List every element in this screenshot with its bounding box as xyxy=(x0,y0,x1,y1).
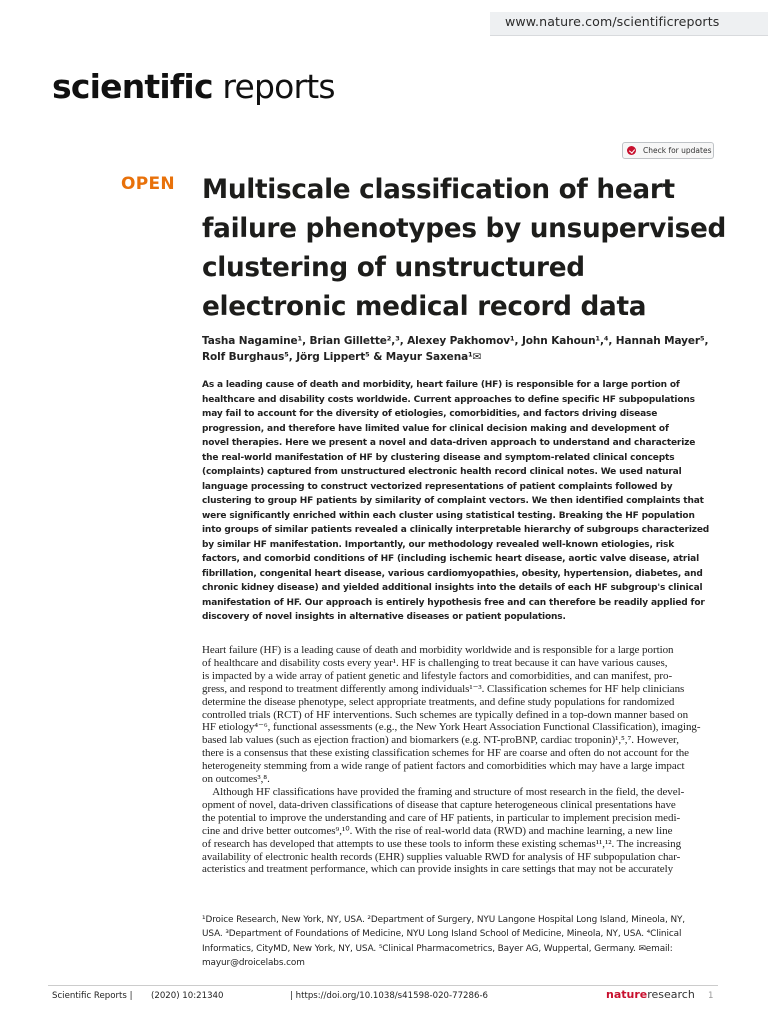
abstract-line: were significantly enriched within each cluster using statistical testing. Breaking the HF population xyxy=(202,510,695,521)
abstract-line: progression, and therefore have limited value for clinical decision making and development of xyxy=(202,423,669,434)
abstract-line: into groups of similar patients revealed a clinically interpretable hierarchy of subgroups characterized xyxy=(202,525,710,535)
abstract-line: (complaints) captured from unstructured electronic health record clinical notes. We used natural xyxy=(202,467,682,477)
logo-bold: scientific xyxy=(52,67,213,106)
body-line: is impacted by a wide array of patient genetic and lifestyle factors and comorbidities, and can manifest, pro- xyxy=(202,669,673,682)
publisher-logo xyxy=(606,988,695,1001)
body-line: determine the disease phenotype, select appropriate treatments, and define study populations for randomized xyxy=(202,695,675,708)
abstract-line: clustering to group HF patients by similarity of complaint vectors. We then identified complaints that xyxy=(202,496,704,506)
body-line: availability of electronic health records (EHR) supplies valuable RWD for analysis of HF subpopulation char- xyxy=(202,850,681,863)
body-line: cine and drive better outcomes⁹,¹⁰. With the rise of real-world data (RWD) and machine learning, a new line xyxy=(202,824,673,837)
check-updates-button[interactable] xyxy=(622,142,714,159)
check-updates-icon xyxy=(627,146,636,155)
footer-doi[interactable]: | https://doi.org/10.1038/s41598-020-77286-6 xyxy=(290,991,489,1001)
abstract-line: healthcare and disability costs worldwide. Current approaches to define specific HF subpopulations xyxy=(202,394,695,405)
check-updates-label: Check for updates xyxy=(643,146,712,155)
body-line: acteristics and treatment performance, which can provide insights in care settings that may not be accurately xyxy=(202,863,674,876)
publisher-bold: nature xyxy=(606,988,648,1001)
author-line: Tasha Nagamine¹, Brian Gillette²,³, Alexey Pakhomov¹, John Kahoun¹,⁴, Hannah Mayer⁵, xyxy=(202,335,709,347)
footer-divider xyxy=(48,985,718,986)
body-line: of healthcare and disability costs every year¹. HF is challenging to treat because it can have various causes, xyxy=(202,656,668,669)
body-line: heterogeneity stemming from a wide range of patient factors and comorbidities which may have a large impact xyxy=(202,760,685,773)
affiliations-footnote xyxy=(202,913,718,970)
abstract-line: by similar HF manifestation. Importantly, our methodology revealed well-known etiologies, risk xyxy=(202,539,675,550)
title-line: Multiscale classification of heart xyxy=(202,175,675,205)
body-line: on outcomes³,⁸. xyxy=(202,773,270,786)
journal-url[interactable]: www.nature.com/scientificreports xyxy=(505,14,720,29)
body-line: opment of novel, data-driven classifications of disease that capture heterogeneous clinical presentations have xyxy=(202,798,676,811)
title-line: electronic medical record data xyxy=(202,292,647,322)
author-line: Rolf Burghaus⁵, Jörg Lippert⁵ & Mayur Saxena¹✉ xyxy=(202,351,482,363)
abstract-line: may fail to account for the diversity of etiologies, comorbidities, and factors driving disease xyxy=(202,409,658,419)
footnote-line: USA. ³Department of Foundations of Medicine, NYU Long Island School of Medicine, Mineola, NY, USA. ⁴Clinical xyxy=(202,929,682,940)
body-line: there is a consensus that these existing classification schemes for HF are coarse and often do not account for the xyxy=(202,747,690,760)
abstract-line: chronic kidney disease) and yielded additional insights into the details of each HF subgroup's clinical xyxy=(202,583,703,593)
abstract-line: the real-world manifestation of HF by clustering disease and symptom-related clinical concepts xyxy=(202,452,675,463)
body-line: gress, and respond to treatment differently among individuals¹⁻³. Classification schemes for HF help clinicians xyxy=(202,682,685,695)
abstract-line: factors, and comorbid conditions of HF (including ischemic heart disease, aortic valve disease, atrial xyxy=(202,554,700,564)
title-line: clustering of unstructured xyxy=(202,253,585,283)
abstract-line: language processing to construct vectorized representations of patient complaints followed by xyxy=(202,481,673,492)
body-line: based lab values (such as ejection fraction) and biomarkers (e.g. NT-proBNP, cardiac troponin)¹,⁵,⁷. However, xyxy=(202,734,679,747)
author-list xyxy=(202,333,722,365)
body-line: HF etiology⁴⁻⁶, functional assessments (e.g., the New York Heart Association Functional Classification), imaging- xyxy=(202,721,701,734)
article-title xyxy=(202,171,742,327)
logo-light: reports xyxy=(222,67,335,106)
body-line: controlled trials (RCT) of HF interventions. Such schemes are typically defined in a top-down manner based on xyxy=(202,708,689,721)
footer-volume: (2020) 10:21340 xyxy=(151,991,224,1001)
publisher-light: research xyxy=(647,988,695,1001)
title-line: failure phenotypes by unsupervised xyxy=(202,214,727,244)
body-line: Although HF classifications have provided the framing and structure of most research in the field, the devel- xyxy=(202,785,685,798)
body-text xyxy=(202,644,714,876)
abstract-line: novel therapies. Here we present a novel and data-driven approach to understand and characterize xyxy=(202,438,696,448)
abstract-line: manifestation of HF. Our approach is entirely hypothesis free and can therefore be readily applied for xyxy=(202,597,705,608)
footer-journal: Scientific Reports | xyxy=(52,991,133,1001)
page-number: 1 xyxy=(708,991,714,1001)
abstract-line: As a leading cause of death and morbidity, heart failure (HF) is responsible for a large portion of xyxy=(202,380,680,390)
body-line: of research has developed that attempts to use these tools to inform these existing schemas¹¹,¹². The increasing xyxy=(202,837,682,850)
footnote-line: Informatics, CityMD, New York, NY, USA. ⁵Clinical Pharmacometrics, Bayer AG, Wuppertal, Germany. ✉email: xyxy=(202,943,673,954)
open-access-badge: OPEN xyxy=(121,174,175,194)
abstract xyxy=(202,378,714,625)
footnote-line: ¹Droice Research, New York, NY, USA. ²Department of Surgery, NYU Langone Hospital Long Island, Mineola, NY, xyxy=(202,915,686,925)
abstract-line: fibrillation, congenital heart disease, various cardiomyopathies, obesity, hypertension, diabetes, and xyxy=(202,568,703,579)
footnote-line: mayur@droicelabs.com xyxy=(202,957,305,968)
abstract-line: discovery of novel insights in alternative diseases or patient populations. xyxy=(202,612,566,622)
body-line: Heart failure (HF) is a leading cause of death and morbidity worldwide and is responsible for a large portion xyxy=(202,644,674,656)
journal-logo xyxy=(52,64,335,110)
body-line: the potential to improve the understanding and care of HF patients, in particular to implement precision medi- xyxy=(202,811,681,824)
